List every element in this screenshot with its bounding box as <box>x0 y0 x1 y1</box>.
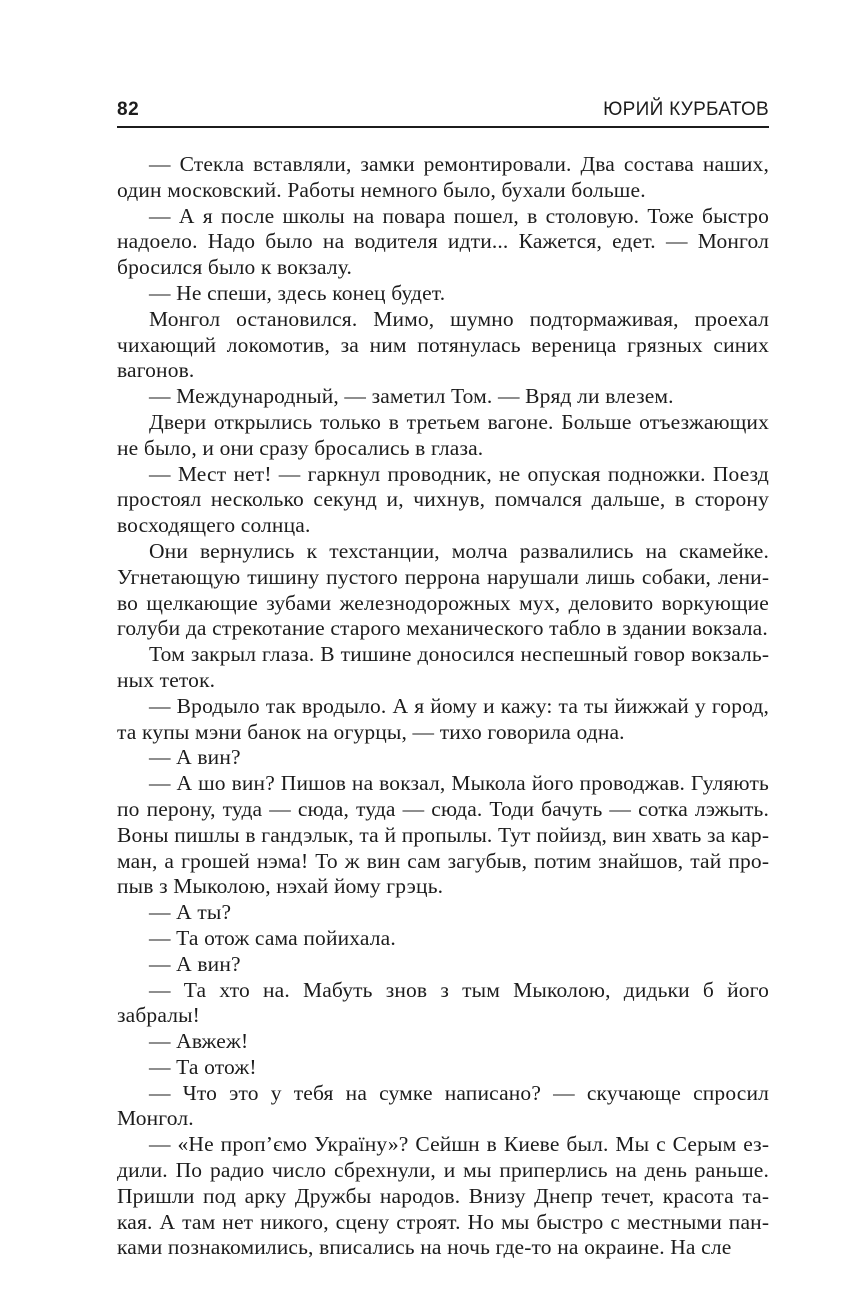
body-text <box>117 152 769 1261</box>
paragraph: — А шо вин? Пишов на вокзал, Мыкола його проводжав. Гуляють по перону, туда — сюда, туда — сюда. Тоди бачуть — сотка лэжыть. Воны пишлы в гандэлык, та й пропылы. Тут пойизд, вин хвать за карман, а грошей нэма! То ж вин сам загубыв, потим знайшов, тай пропыв з Мыколою, нэхай йому грэць. <box>117 771 769 899</box>
paragraph: Они вернулись к техстанции, молча развалились на скамейке. Угнетающую тишину пустого перрона нарушали лишь собаки, лениво щелкающие зубами железнодорожных мух, деловито воркующие голуби да стрекотание старого механического табло в здании вокзала. <box>117 538 769 641</box>
paragraph: — Что это у тебя на сумке написано? — скучающе спросил Монгол. <box>117 1080 769 1131</box>
paragraph: Двери открылись только в третьем вагоне. Больше отъезжающих не было, и они сразу бросались в глаза. <box>117 409 769 460</box>
paragraph: — Мест нет! — гаркнул проводник, не опуская подножки. Поезд простоял несколько секунд и, чихнув, помчался дальше, в сторону восходящего солнца. <box>117 461 769 538</box>
paragraph: — «Не проп’ємо Україну»? Сейшн в Киеве был. Мы с Серым ездили. По радио число сбрехнули, и мы приперлись на день раньше. Пришли под арку Дружбы народов. Внизу Днепр течет, красота такая. А там нет никого, сцену строят. Но мы быстро с местными панками познакомились, вписались на ночь где-то на окраине. На сле <box>117 1132 769 1260</box>
paragraph: — А вин? <box>149 951 241 976</box>
paragraph: — А ты? <box>149 900 232 925</box>
paragraph: — Та хто на. Мабуть знов з тым Мыколою, дидьки б його забралы! <box>117 977 769 1028</box>
paragraph: Том закрыл глаза. В тишине доносился неспешный говор вокзальных теток. <box>117 642 769 692</box>
running-head-author: ЮРИЙ КУРБАТОВ <box>603 99 769 120</box>
paragraph: — Авжеж! <box>149 1029 249 1054</box>
paragraph: — А вин? <box>149 745 241 770</box>
paragraph: — Та отож сама пойихала. <box>149 925 396 950</box>
paragraph: — Не спеши, здесь конец будет. <box>149 280 446 305</box>
paragraph: — Стекла вставляли, замки ремонтировали. Два состава наших, один московский. Работы немного было, бухали больше. <box>117 152 769 202</box>
paragraph: — Вродыло так вродыло. А я йому и кажу: та ты йижжай у город, та купы мэни банок на огурцы, — тихо говорила одна. <box>117 693 769 744</box>
paragraph: — Международный, — заметил Том. — Вряд ли влезем. <box>149 384 674 409</box>
paragraph: — Та отож! <box>149 1054 257 1079</box>
page-header <box>117 96 769 128</box>
page-number: 82 <box>117 99 140 120</box>
paragraph: — А я после школы на повара пошел, в столовую. Тоже быстро надоело. Надо было на водителя идти... Кажется, едет. — Монгол бросился было к вокзалу. <box>117 203 769 280</box>
paragraph: Монгол остановился. Мимо, шумно подтормаживая, проехал чихающий локомотив, за ним потянулась вереница грязных синих вагонов. <box>117 306 769 383</box>
